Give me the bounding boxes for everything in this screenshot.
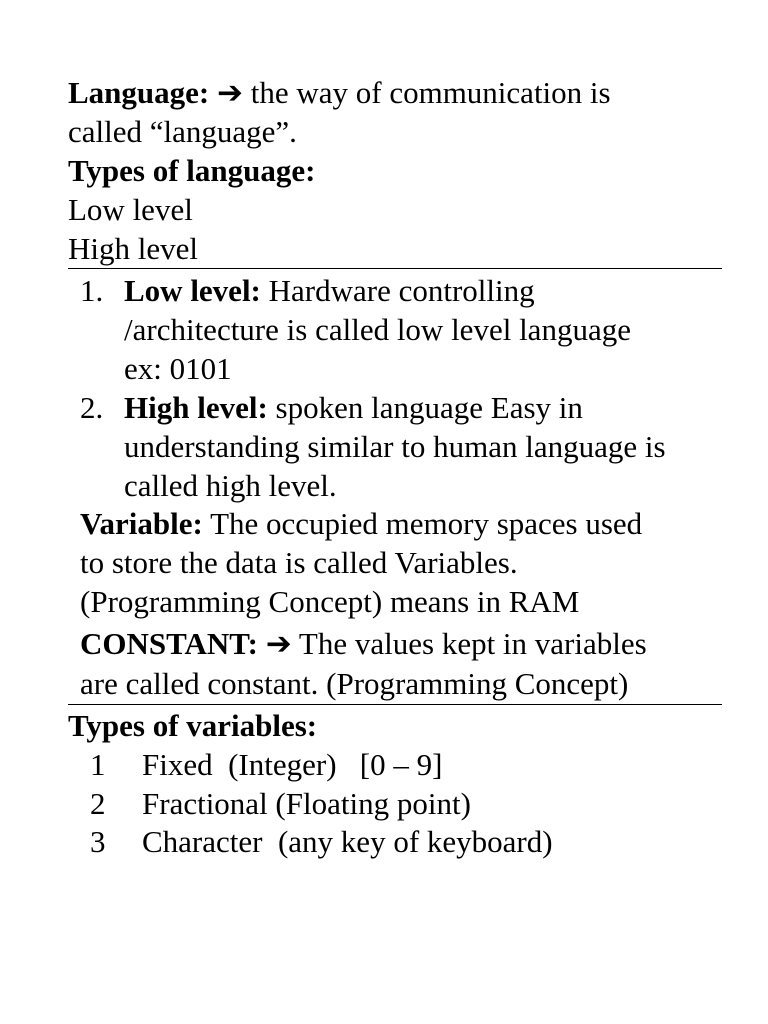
high-level-item-line2: understanding similar to human language is [124,429,666,464]
variable-type-fixed: Fixed (Integer) [0 – 9] [142,747,443,782]
language-text-line1: the way of communication is [250,75,611,110]
variable-type-character: Character (any key of keyboard) [142,824,553,859]
arrow-icon: ➔ [217,75,243,110]
language-type-high-level: High level [68,231,198,266]
high-level-label: High level: [124,390,268,425]
low-level-label: Low level: [124,273,261,308]
language-text-line2: called “language”. [68,114,297,149]
low-level-item-line3: ex: 0101 [124,351,232,386]
constant-definition-line1: CONSTANT: ➔ The values kept in variables [80,626,647,661]
low-level-item-line2: /architecture is called low level language [124,312,631,347]
list-number: 2 [90,786,106,821]
low-level-item-line1: Low level: Hardware controlling [124,273,535,308]
language-definition [68,73,611,112]
variable-definition-line1: Variable: The occupied memory spaces used [80,506,643,541]
high-level-item-line3: called high level. [124,468,337,503]
high-level-item-line1: High level: spoken language Easy in [124,390,583,425]
list-number: 1. [80,273,104,308]
list-number: 3 [90,824,106,859]
variable-type-fractional: Fractional (Floating point) [142,786,471,821]
variable-definition-line2: to store the data is called Variables. [80,545,518,580]
constant-label: CONSTANT: [80,626,258,661]
list-number: 1 [90,747,106,782]
constant-definition-line2: are called constant. (Programming Concept) [80,666,629,701]
types-of-variables-heading: Types of variables: [68,708,318,743]
language-type-low-level: Low level [68,192,193,227]
language-label: Language: [68,75,210,110]
arrow-icon: ➔ [265,626,292,661]
types-of-language-heading: Types of language: [68,153,316,188]
variable-label: Variable: [80,506,203,541]
divider-line [68,268,722,269]
list-number: 2. [80,390,104,425]
divider-line [68,704,722,705]
variable-definition-line3: (Programming Concept) means in RAM [80,584,580,619]
